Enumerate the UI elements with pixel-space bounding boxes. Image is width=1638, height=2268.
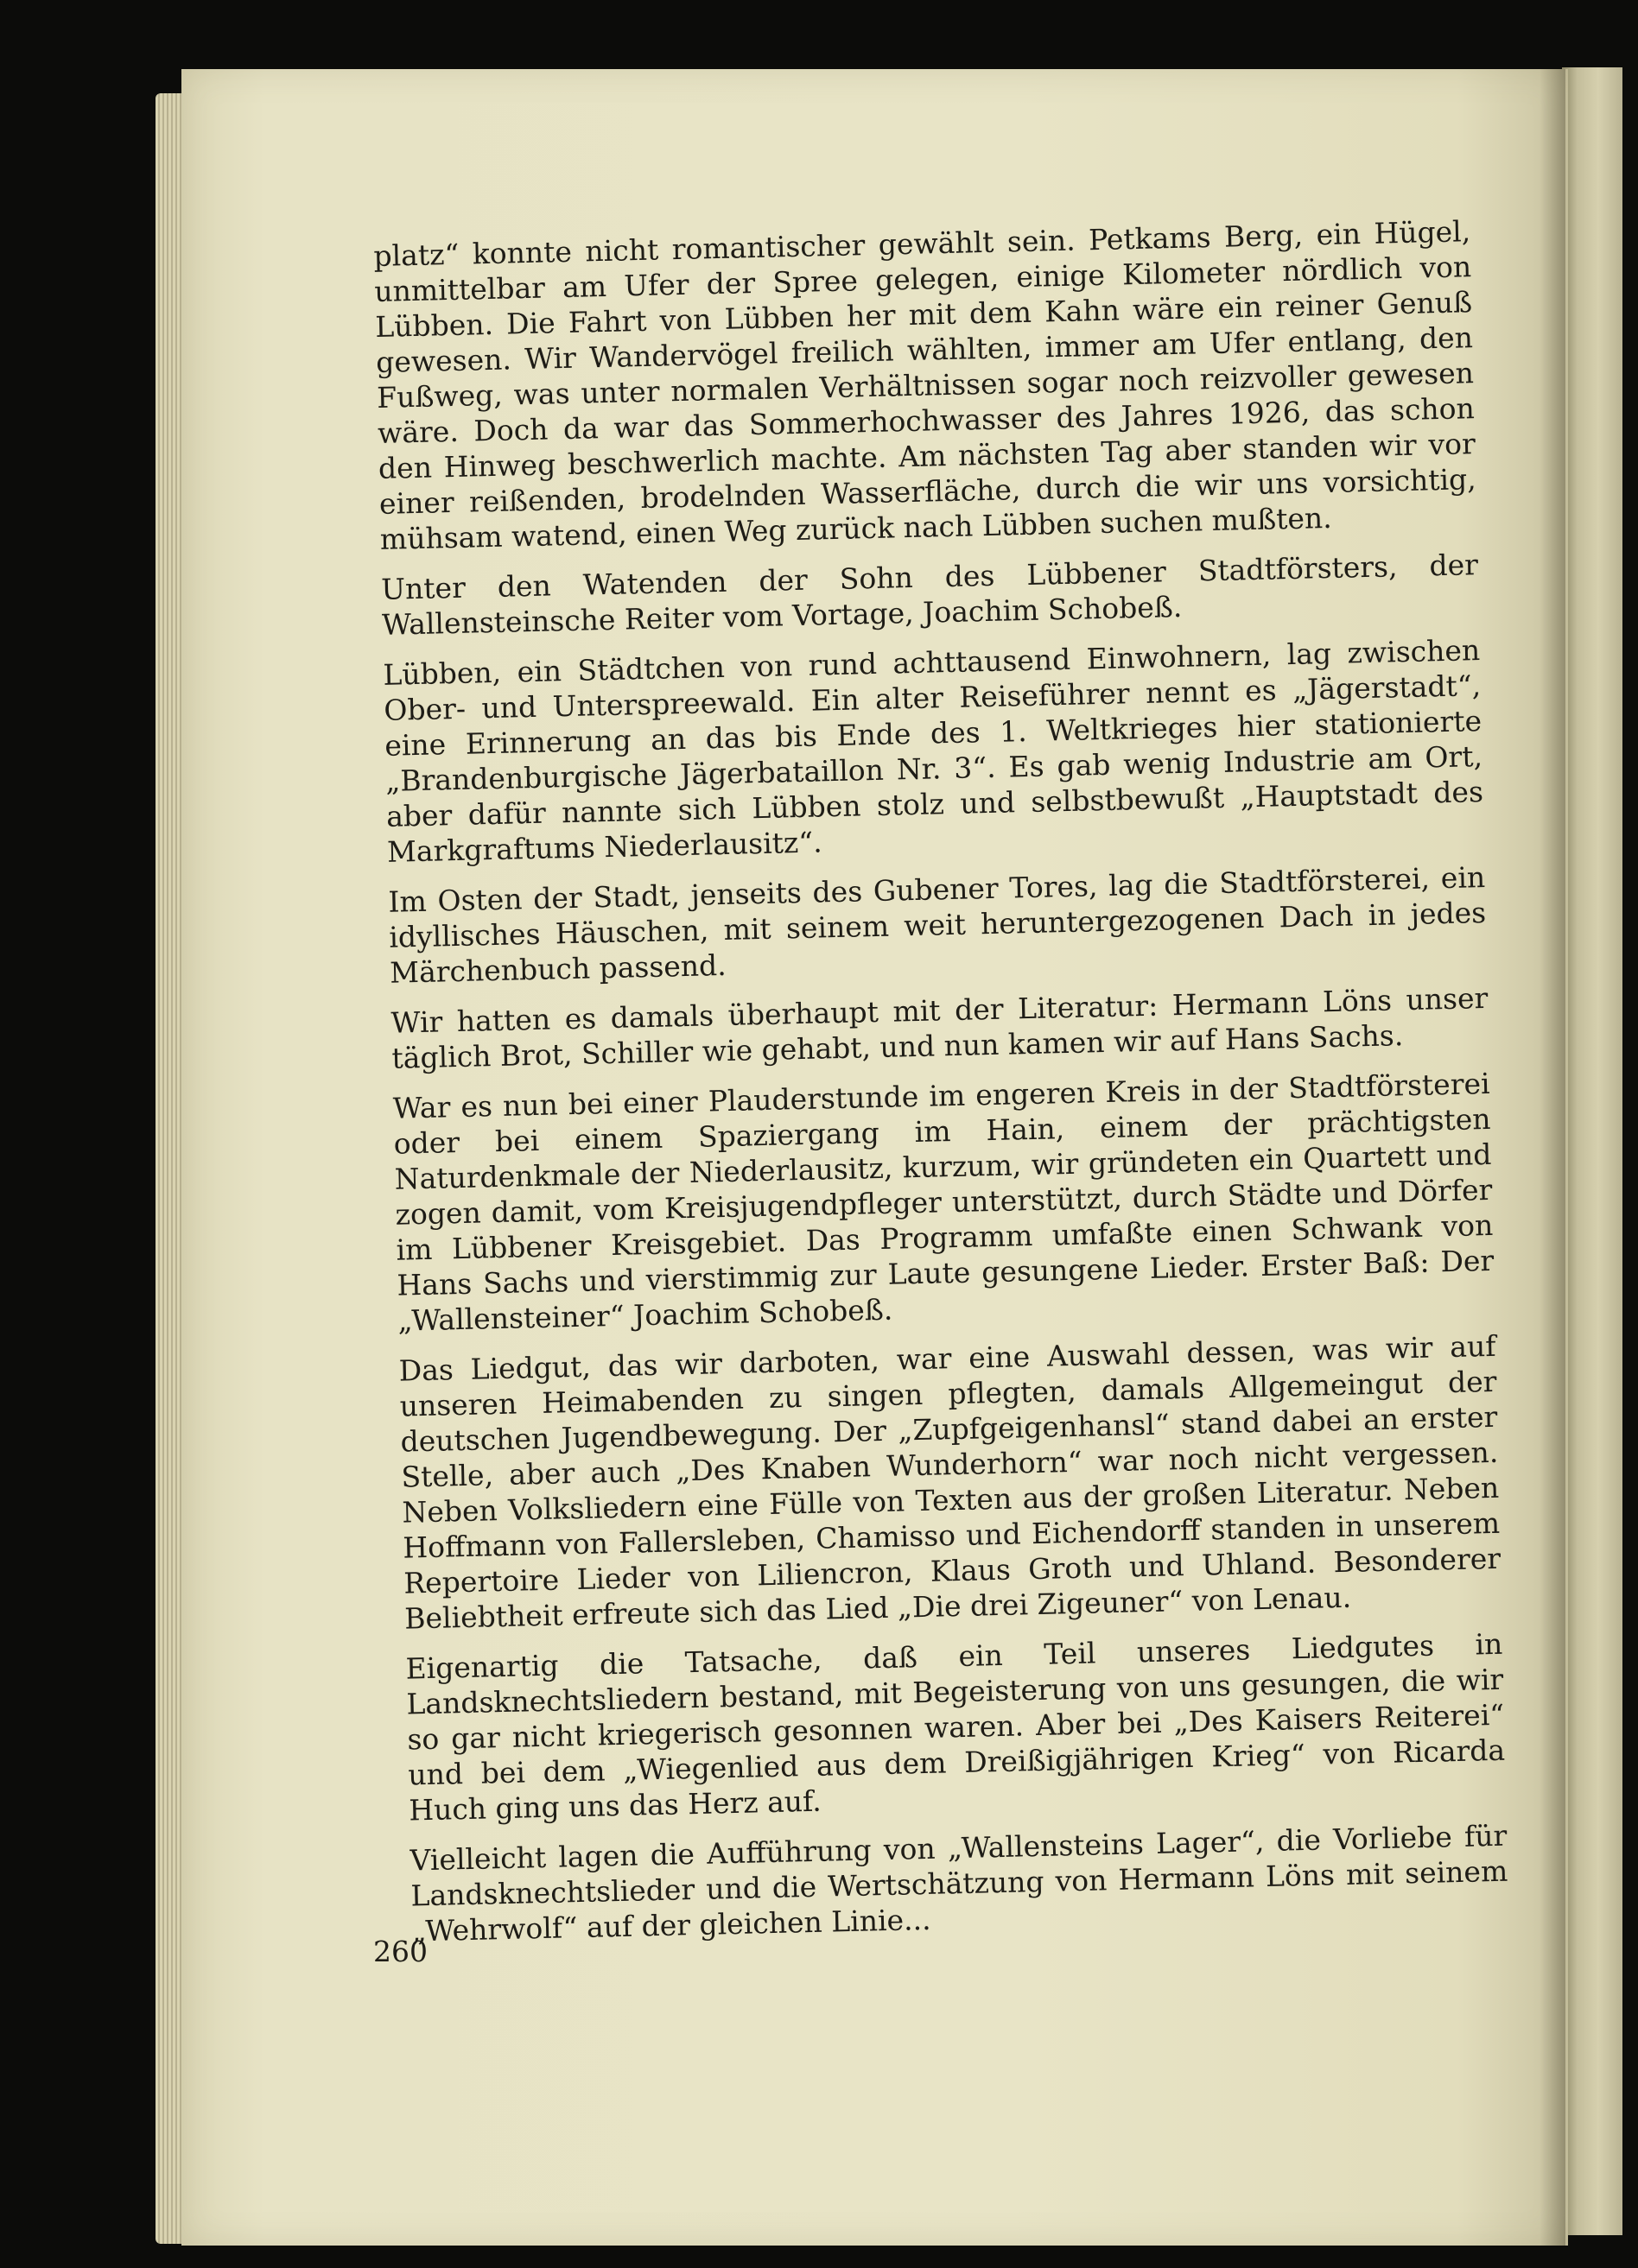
- paragraph: platz“ konnte nicht romantischer gewählt sein. Petkams Berg, ein Hügel, unmittelbar am Ufer der Spree gelegen, einige Kilometer nördlich von Lübben. Die Fahrt von Lübben her mit dem Kahn wäre ein reiner Genuß gewesen. Wir Wandervögel freilich wählten, immer am Ufer entlang, den Fußweg, was unter normalen Verhältnissen sogar noch reizvoller gewesen wäre. Doch da war das Sommerhochwasser des Jahres 1926, das schon den Hinweg beschwerlich machte. Am nächsten Tag aber standen wir vor einer reißenden, brodelnden Wasserfläche, durch die wir uns vorsichtig, mühsam watend, einen Weg zurück nach Lübben suchen mußten.: [373, 214, 1477, 556]
- page-number: 260: [373, 1935, 428, 1968]
- paragraph: Im Osten der Stadt, jenseits des Gubener Tores, lag die Stadtförsterei, ein idyllisches Häuschen, mit seinem weit heruntergezogenen Dach in jedes Märchenbuch passend.: [387, 859, 1487, 990]
- spine-shadow: [1540, 69, 1565, 2246]
- paragraph: Vielleicht lagen die Aufführung von „Wallensteins Lager“, die Vorliebe für Landsknechtslieder und die Wertschätzung von Hermann Löns mit seinem „Wehrwolf“ auf der gleichen Linie...: [410, 1818, 1508, 1948]
- paragraph: Das Liedgut, das wir darboten, war eine Auswahl dessen, was wir auf unseren Heimabenden zu singen pflegten, damals Allgemeingut der deutschen Jugendbewegung. Der „Zupfgeigenhansl“ stand dabei an erster Stelle, aber auch „Des Knaben Wunderhorn“ war noch nicht vergessen. Neben Volksliedern eine Fülle von Texten aus der großen Literatur. Neben Hoffmann von Fallersleben, Chamisso und Eichendorff standen in unserem Repertoire Lieder von Liliencron, Klaus Groth und Uhland. Besonderer Beliebtheit erfreute sich das Lied „Die drei Zigeuner“ von Lenau.: [398, 1328, 1502, 1636]
- body-text: [373, 213, 1509, 1963]
- paragraph: Lübben, ein Städtchen von rund achttausend Einwohnern, lag zwischen Ober- und Unterspreewald. Ein alter Reiseführer nennt es „Jägerstadt“, eine Erinnerung an das bis Ende des 1. Weltkrieges hier stationierte „Brandenburgische Jägerbataillon Nr. 3“. Es gab wenig Industrie am Ort, aber dafür nannte sich Lübben stolz und selbstbewußt „Hauptstadt des Markgraftums Niederlausitz“.: [383, 633, 1484, 869]
- facing-page-edge: [1562, 67, 1622, 2235]
- paragraph: War es nun bei einer Plauderstunde im engeren Kreis in der Stadtförsterei oder bei einem Spaziergang im Hain, einem der prächtigsten Naturdenkmale der Niederlausitz, kurzum, wir gründeten ein Quartett und zogen damit, vom Kreisjugendpfleger unterstützt, durch Städte und Dörfer im Lübbener Kreisgebiet. Das Programm umfaßte einen Schwank von Hans Sachs und vierstimmig zur Laute gesungene Lieder. Erster Baß: Der „Wallensteiner“ Joachim Schobeß.: [392, 1066, 1495, 1338]
- paragraph: Unter den Watenden der Sohn des Lübbener Stadtförsters, der Wallensteinsche Reiter vom Vortage, Joachim Schobeß.: [380, 548, 1479, 642]
- paragraph: Eigenartig die Tatsache, daß ein Teil unseres Liedgutes in Landsknechtsliedern bestand, mit Begeisterung von uns gesungen, die wir so gar nicht kriegerisch gesonnen waren. Aber bei „Des Kaisers Reiterei“ und bei dem „Wiegenlied aus dem Dreißigjährigen Krieg“ von Ricarda Huch ging uns das Herz auf.: [405, 1626, 1506, 1828]
- paragraph: Wir hatten es damals überhaupt mit der Literatur: Hermann Löns unser täglich Brot, Schiller wie gehabt, und nun kamen wir auf Hans Sachs.: [390, 980, 1489, 1075]
